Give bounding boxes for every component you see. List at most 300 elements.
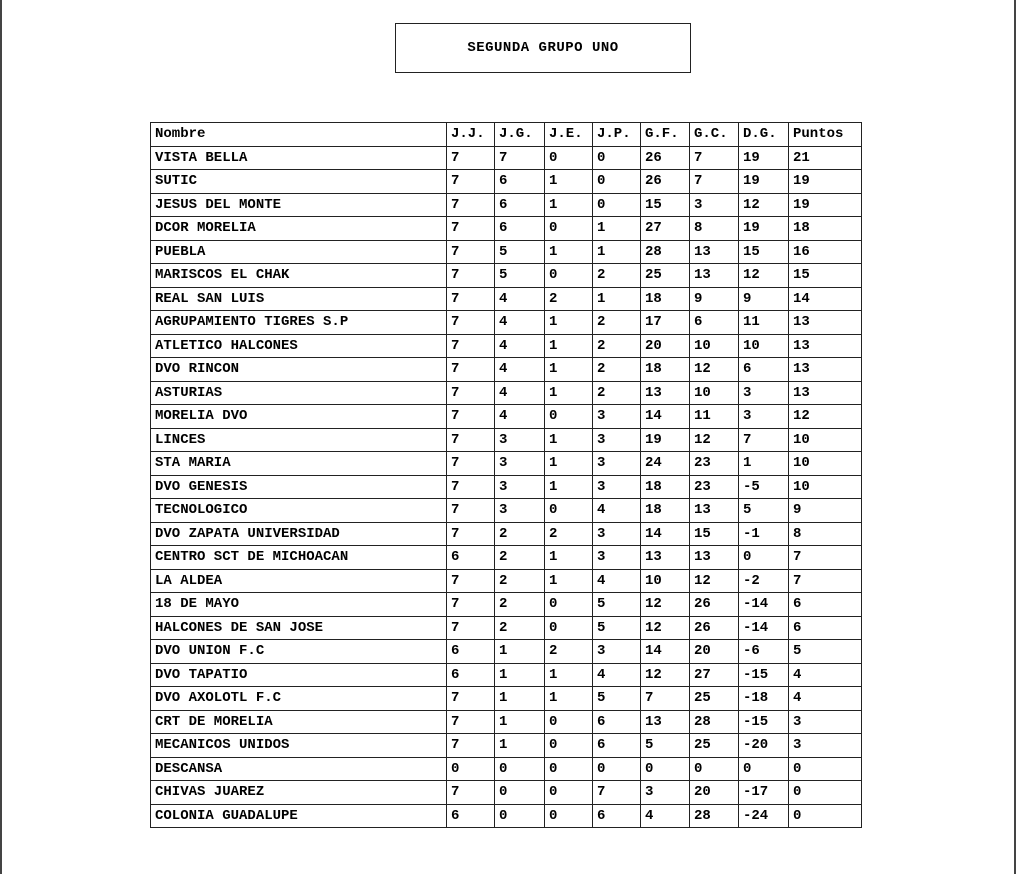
stat-cell: 7 [447, 264, 495, 288]
stat-cell: 1 [593, 240, 641, 264]
stat-cell: 4 [593, 663, 641, 687]
stat-cell: 3 [593, 475, 641, 499]
stat-cell: 23 [690, 475, 739, 499]
team-name-cell: DVO UNION F.C [151, 640, 447, 664]
table-row [151, 217, 862, 241]
stat-cell: -15 [739, 710, 789, 734]
team-name-cell: DVO GENESIS [151, 475, 447, 499]
stat-cell: -17 [739, 781, 789, 805]
stat-cell: 13 [789, 358, 862, 382]
stat-cell: 3 [495, 428, 545, 452]
stat-cell: 6 [789, 593, 862, 617]
stat-cell: 1 [495, 687, 545, 711]
table-row [151, 405, 862, 429]
stat-cell: 1 [545, 193, 593, 217]
team-name-cell: JESUS DEL MONTE [151, 193, 447, 217]
stat-cell: 7 [447, 734, 495, 758]
table-row [151, 687, 862, 711]
team-name-cell: DVO RINCON [151, 358, 447, 382]
table-body [151, 146, 862, 828]
table-header-row [151, 123, 862, 147]
stat-cell: 19 [739, 170, 789, 194]
stat-cell: 7 [447, 240, 495, 264]
stat-cell: 13 [641, 381, 690, 405]
stat-cell: 13 [641, 710, 690, 734]
stat-cell: 12 [641, 593, 690, 617]
stat-cell: 0 [545, 710, 593, 734]
page-title-text: SEGUNDA GRUPO UNO [467, 40, 619, 56]
table-row [151, 757, 862, 781]
stat-cell: 8 [789, 522, 862, 546]
stat-cell: 12 [690, 358, 739, 382]
stat-cell: 2 [495, 546, 545, 570]
stat-cell: 27 [641, 217, 690, 241]
stat-cell: 0 [545, 146, 593, 170]
stat-cell: 0 [593, 146, 641, 170]
stat-cell: 10 [789, 428, 862, 452]
stat-cell: 4 [641, 804, 690, 828]
stat-cell: 2 [593, 334, 641, 358]
stat-cell: 25 [690, 687, 739, 711]
stat-cell: 12 [789, 405, 862, 429]
stat-cell: 5 [739, 499, 789, 523]
team-name-cell: CHIVAS JUAREZ [151, 781, 447, 805]
stat-cell: 7 [447, 358, 495, 382]
stat-cell: 3 [789, 710, 862, 734]
stat-cell: 9 [789, 499, 862, 523]
stat-cell: 6 [495, 193, 545, 217]
stat-cell: 19 [789, 193, 862, 217]
stat-cell: 28 [641, 240, 690, 264]
stat-cell: 1 [545, 240, 593, 264]
stat-cell: 4 [593, 569, 641, 593]
stat-cell: 27 [690, 663, 739, 687]
stat-cell: 0 [545, 499, 593, 523]
stat-cell: -14 [739, 593, 789, 617]
stat-cell: 1 [545, 663, 593, 687]
team-name-cell: CRT DE MORELIA [151, 710, 447, 734]
stat-cell: 14 [641, 522, 690, 546]
stat-cell: 0 [545, 405, 593, 429]
stat-cell: 15 [789, 264, 862, 288]
stat-cell: 1 [495, 663, 545, 687]
stat-cell: 10 [641, 569, 690, 593]
stat-cell: 6 [495, 217, 545, 241]
stat-cell: 7 [447, 146, 495, 170]
table-row [151, 640, 862, 664]
column-header: G.F. [641, 123, 690, 147]
stat-cell: 0 [789, 757, 862, 781]
stat-cell: 7 [447, 405, 495, 429]
stat-cell: 11 [690, 405, 739, 429]
stat-cell: 0 [545, 734, 593, 758]
stat-cell: 1 [545, 334, 593, 358]
table-row [151, 193, 862, 217]
team-name-cell: DVO ZAPATA UNIVERSIDAD [151, 522, 447, 546]
stat-cell: 6 [593, 804, 641, 828]
stat-cell: 3 [495, 475, 545, 499]
stat-cell: -14 [739, 616, 789, 640]
table-row [151, 710, 862, 734]
table-row [151, 146, 862, 170]
stat-cell: 4 [495, 311, 545, 335]
table-row [151, 781, 862, 805]
column-header: J.E. [545, 123, 593, 147]
column-header: J.J. [447, 123, 495, 147]
stat-cell: 0 [593, 757, 641, 781]
team-name-cell: MECANICOS UNIDOS [151, 734, 447, 758]
stat-cell: 4 [593, 499, 641, 523]
stat-cell: 7 [447, 217, 495, 241]
stat-cell: 9 [739, 287, 789, 311]
stat-cell: 7 [447, 193, 495, 217]
team-name-cell: CENTRO SCT DE MICHOACAN [151, 546, 447, 570]
stat-cell: 5 [495, 264, 545, 288]
stat-cell: -24 [739, 804, 789, 828]
stat-cell: 13 [690, 499, 739, 523]
stat-cell: 2 [495, 522, 545, 546]
team-name-cell: MORELIA DVO [151, 405, 447, 429]
stat-cell: 7 [447, 687, 495, 711]
stat-cell: 0 [593, 193, 641, 217]
table-row [151, 522, 862, 546]
stat-cell: 20 [690, 781, 739, 805]
stat-cell: -2 [739, 569, 789, 593]
stat-cell: 0 [545, 757, 593, 781]
team-name-cell: COLONIA GUADALUPE [151, 804, 447, 828]
stat-cell: 2 [593, 264, 641, 288]
stat-cell: 2 [545, 287, 593, 311]
stat-cell: 1 [545, 687, 593, 711]
stat-cell: 6 [447, 640, 495, 664]
stat-cell: 2 [495, 593, 545, 617]
stat-cell: 13 [690, 546, 739, 570]
table-row [151, 475, 862, 499]
stat-cell: 0 [789, 804, 862, 828]
stat-cell: 3 [789, 734, 862, 758]
stat-cell: 1 [545, 170, 593, 194]
stat-cell: -6 [739, 640, 789, 664]
stat-cell: 9 [690, 287, 739, 311]
stat-cell: 19 [789, 170, 862, 194]
table-row [151, 569, 862, 593]
team-name-cell: AGRUPAMIENTO TIGRES S.P [151, 311, 447, 335]
stat-cell: 12 [739, 264, 789, 288]
stat-cell: 3 [739, 381, 789, 405]
stat-cell: 2 [593, 311, 641, 335]
stat-cell: 1 [495, 710, 545, 734]
stat-cell: 13 [690, 240, 739, 264]
stat-cell: 15 [739, 240, 789, 264]
stat-cell: 26 [690, 593, 739, 617]
stat-cell: 23 [690, 452, 739, 476]
stat-cell: 3 [593, 640, 641, 664]
stat-cell: 7 [447, 311, 495, 335]
stat-cell: 7 [447, 499, 495, 523]
table-row [151, 311, 862, 335]
column-header: Nombre [151, 123, 447, 147]
stat-cell: 8 [690, 217, 739, 241]
stat-cell: 1 [545, 569, 593, 593]
stat-cell: 16 [789, 240, 862, 264]
stat-cell: 1 [545, 452, 593, 476]
stat-cell: 26 [641, 146, 690, 170]
stat-cell: 13 [789, 381, 862, 405]
team-name-cell: ASTURIAS [151, 381, 447, 405]
team-name-cell: MARISCOS EL CHAK [151, 264, 447, 288]
stat-cell: 5 [789, 640, 862, 664]
column-header: J.P. [593, 123, 641, 147]
team-name-cell: VISTA BELLA [151, 146, 447, 170]
team-name-cell: DVO TAPATIO [151, 663, 447, 687]
stat-cell: 13 [789, 311, 862, 335]
team-name-cell: PUEBLA [151, 240, 447, 264]
stat-cell: 4 [495, 381, 545, 405]
stat-cell: 1 [593, 217, 641, 241]
column-header: G.C. [690, 123, 739, 147]
stat-cell: -1 [739, 522, 789, 546]
stat-cell: 0 [593, 170, 641, 194]
stat-cell: 18 [641, 475, 690, 499]
table-row [151, 287, 862, 311]
stat-cell: 7 [447, 616, 495, 640]
table-row [151, 616, 862, 640]
stat-cell: 1 [545, 428, 593, 452]
stat-cell: 3 [593, 428, 641, 452]
stat-cell: 7 [593, 781, 641, 805]
stat-cell: 12 [641, 663, 690, 687]
stat-cell: 2 [593, 358, 641, 382]
stat-cell: 7 [447, 381, 495, 405]
stat-cell: 14 [641, 405, 690, 429]
stat-cell: 13 [641, 546, 690, 570]
stat-cell: 12 [739, 193, 789, 217]
stat-cell: 1 [545, 358, 593, 382]
stat-cell: 6 [447, 663, 495, 687]
stat-cell: 18 [789, 217, 862, 241]
stat-cell: 11 [739, 311, 789, 335]
column-header: J.G. [495, 123, 545, 147]
stat-cell: 0 [545, 217, 593, 241]
stat-cell: 3 [690, 193, 739, 217]
table-row [151, 804, 862, 828]
stat-cell: 7 [690, 170, 739, 194]
stat-cell: 20 [690, 640, 739, 664]
stat-cell: 4 [789, 687, 862, 711]
stat-cell: 3 [593, 546, 641, 570]
stat-cell: 6 [447, 546, 495, 570]
team-name-cell: LA ALDEA [151, 569, 447, 593]
page-title [395, 23, 691, 73]
stat-cell: 7 [447, 781, 495, 805]
stat-cell: 7 [447, 287, 495, 311]
stat-cell: 17 [641, 311, 690, 335]
stat-cell: 18 [641, 287, 690, 311]
team-name-cell: DCOR MORELIA [151, 217, 447, 241]
team-name-cell: 18 DE MAYO [151, 593, 447, 617]
stat-cell: 0 [545, 616, 593, 640]
table-row [151, 170, 862, 194]
stat-cell: 5 [495, 240, 545, 264]
stat-cell: 6 [739, 358, 789, 382]
stat-cell: 4 [495, 334, 545, 358]
column-header: D.G. [739, 123, 789, 147]
stat-cell: 12 [641, 616, 690, 640]
stat-cell: 6 [447, 804, 495, 828]
stat-cell: 0 [739, 546, 789, 570]
stat-cell: 3 [641, 781, 690, 805]
table-row [151, 428, 862, 452]
stat-cell: 10 [789, 452, 862, 476]
stat-cell: 0 [739, 757, 789, 781]
stat-cell: 7 [690, 146, 739, 170]
stat-cell: 12 [690, 569, 739, 593]
stat-cell: 7 [739, 428, 789, 452]
stat-cell: 13 [789, 334, 862, 358]
stat-cell: 0 [495, 757, 545, 781]
stat-cell: 0 [789, 781, 862, 805]
stat-cell: 3 [593, 452, 641, 476]
team-name-cell: DESCANSA [151, 757, 447, 781]
stat-cell: 1 [593, 287, 641, 311]
team-name-cell: LINCES [151, 428, 447, 452]
table-row [151, 452, 862, 476]
team-name-cell: SUTIC [151, 170, 447, 194]
stat-cell: 15 [690, 522, 739, 546]
stat-cell: 5 [641, 734, 690, 758]
stat-cell: 1 [739, 452, 789, 476]
stat-cell: 14 [641, 640, 690, 664]
stat-cell: 7 [641, 687, 690, 711]
stat-cell: 26 [641, 170, 690, 194]
column-header: Puntos [789, 123, 862, 147]
stat-cell: 3 [495, 452, 545, 476]
stat-cell: 21 [789, 146, 862, 170]
stat-cell: 0 [447, 757, 495, 781]
team-name-cell: REAL SAN LUIS [151, 287, 447, 311]
stat-cell: 5 [593, 593, 641, 617]
stat-cell: -20 [739, 734, 789, 758]
stat-cell: 4 [495, 287, 545, 311]
stat-cell: 10 [739, 334, 789, 358]
stat-cell: 0 [690, 757, 739, 781]
stat-cell: 3 [495, 499, 545, 523]
team-name-cell: STA MARIA [151, 452, 447, 476]
stat-cell: 1 [545, 381, 593, 405]
stat-cell: 7 [447, 569, 495, 593]
stat-cell: 2 [593, 381, 641, 405]
stat-cell: 1 [545, 311, 593, 335]
stat-cell: 3 [593, 522, 641, 546]
stat-cell: 7 [789, 546, 862, 570]
stat-cell: 6 [789, 616, 862, 640]
stat-cell: 19 [641, 428, 690, 452]
stat-cell: 18 [641, 499, 690, 523]
stat-cell: 5 [593, 687, 641, 711]
stat-cell: -15 [739, 663, 789, 687]
table-row [151, 358, 862, 382]
table-row [151, 240, 862, 264]
stat-cell: 10 [690, 381, 739, 405]
table-row [151, 381, 862, 405]
table-row [151, 264, 862, 288]
stat-cell: 0 [545, 264, 593, 288]
stat-cell: 15 [641, 193, 690, 217]
standings-table [150, 122, 862, 828]
stat-cell: 12 [690, 428, 739, 452]
stat-cell: 0 [545, 593, 593, 617]
stat-cell: 7 [447, 522, 495, 546]
stat-cell: 18 [641, 358, 690, 382]
table-row [151, 663, 862, 687]
stat-cell: 0 [545, 804, 593, 828]
stat-cell: 7 [447, 452, 495, 476]
stat-cell: 4 [495, 405, 545, 429]
stat-cell: -18 [739, 687, 789, 711]
team-name-cell: DVO AXOLOTL F.C [151, 687, 447, 711]
stat-cell: 24 [641, 452, 690, 476]
stat-cell: 6 [593, 734, 641, 758]
stat-cell: 7 [789, 569, 862, 593]
table-row [151, 546, 862, 570]
stat-cell: 3 [739, 405, 789, 429]
stat-cell: 4 [789, 663, 862, 687]
stat-cell: 5 [593, 616, 641, 640]
stat-cell: 2 [545, 522, 593, 546]
table-row [151, 734, 862, 758]
stat-cell: 19 [739, 146, 789, 170]
stat-cell: 20 [641, 334, 690, 358]
team-name-cell: HALCONES DE SAN JOSE [151, 616, 447, 640]
stat-cell: 25 [641, 264, 690, 288]
stat-cell: 14 [789, 287, 862, 311]
team-name-cell: ATLETICO HALCONES [151, 334, 447, 358]
stat-cell: 0 [641, 757, 690, 781]
stat-cell: 1 [545, 475, 593, 499]
stat-cell: 19 [739, 217, 789, 241]
stat-cell: 10 [789, 475, 862, 499]
stat-cell: 13 [690, 264, 739, 288]
stat-cell: 2 [495, 616, 545, 640]
stat-cell: 0 [495, 804, 545, 828]
stat-cell: 1 [495, 734, 545, 758]
stat-cell: 2 [545, 640, 593, 664]
stat-cell: 25 [690, 734, 739, 758]
stat-cell: 7 [447, 428, 495, 452]
stat-cell: 3 [593, 405, 641, 429]
stat-cell: 7 [447, 475, 495, 499]
stat-cell: 7 [447, 334, 495, 358]
stat-cell: 1 [545, 546, 593, 570]
stat-cell: 7 [447, 170, 495, 194]
stat-cell: 6 [690, 311, 739, 335]
stat-cell: 7 [447, 710, 495, 734]
stat-cell: -5 [739, 475, 789, 499]
stat-cell: 7 [447, 593, 495, 617]
stat-cell: 6 [495, 170, 545, 194]
table-row [151, 593, 862, 617]
stat-cell: 28 [690, 804, 739, 828]
stat-cell: 6 [593, 710, 641, 734]
stat-cell: 4 [495, 358, 545, 382]
stat-cell: 7 [495, 146, 545, 170]
team-name-cell: TECNOLOGICO [151, 499, 447, 523]
stat-cell: 0 [545, 781, 593, 805]
stat-cell: 2 [495, 569, 545, 593]
stat-cell: 28 [690, 710, 739, 734]
table-row [151, 499, 862, 523]
stat-cell: 26 [690, 616, 739, 640]
